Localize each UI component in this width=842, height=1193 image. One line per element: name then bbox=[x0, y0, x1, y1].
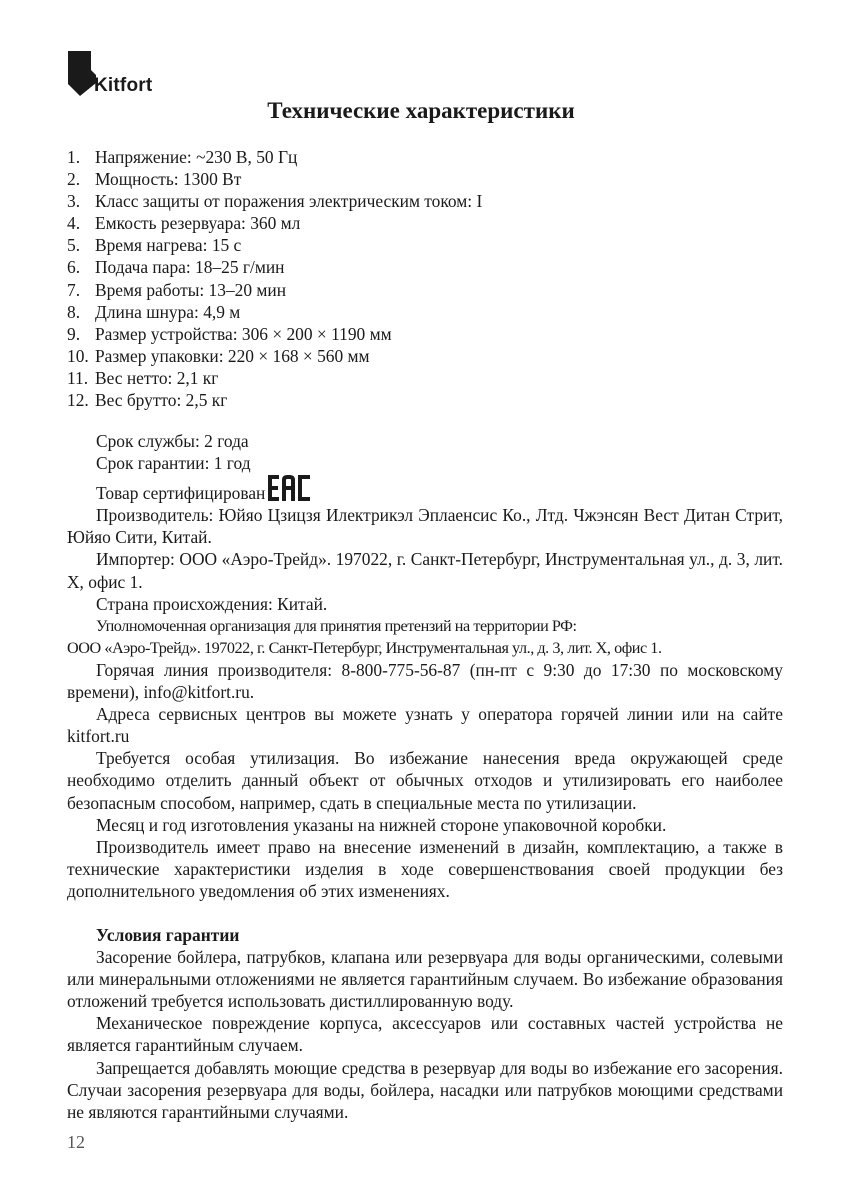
warranty-paragraph: Механическое повреждение корпуса, аксессуаров или составных частей устройства не является гарантийным случаем. bbox=[67, 1013, 783, 1056]
warranty-title: Условия гарантии bbox=[96, 924, 240, 945]
spec-item: 9. Размер устройства: 306 × 200 × 1190 мм bbox=[67, 323, 392, 344]
spacer bbox=[67, 902, 783, 924]
manufacturer: Производитель: Юйяо Цзицзя Илектрикэл Эплаенсис Ко., Лтд. Чжэнсян Вест Дитан Стрит, Юйяо Сити, Китай. bbox=[67, 505, 783, 548]
spec-item: 5. Время нагрева: 15 с bbox=[67, 235, 242, 256]
spec-item: 12. Вес брутто: 2,5 кг bbox=[67, 390, 228, 411]
spec-item: 10. Размер упаковки: 220 × 168 × 560 мм bbox=[67, 345, 370, 366]
hotline: Горячая линия производителя: 8-800-775-56-87 (пн-пт с 9:30 до 17:30 по московскому времени), info@kitfort.ru. bbox=[67, 659, 783, 703]
authorized-org-line2: ООО «Аэро-Трейд». 197022, г. Санкт-Петербург, Инструментальная ул., д. 3, лит. Х, офис 1. bbox=[67, 638, 662, 657]
spec-item: 2. Мощность: 1300 Вт bbox=[67, 169, 242, 190]
page-number: 12 bbox=[67, 1132, 85, 1152]
service-life: Срок службы: 2 года bbox=[96, 431, 249, 451]
warranty-period: Срок гарантии: 1 год bbox=[96, 453, 251, 474]
logo-text: Kitfort bbox=[94, 75, 153, 96]
page-title: Технические характеристики bbox=[267, 98, 575, 123]
kitfort-logo-icon bbox=[67, 50, 97, 98]
warranty-paragraph: Засорение бойлера, патрубков, клапана или резервуара для воды органическими, солевыми или минеральными отложениями не является гарантийным случаем. Во избежание образования отложений требуется использовать дистиллированную воду. bbox=[67, 947, 783, 1012]
spec-item: 4. Емкость резервуара: 360 мл bbox=[67, 213, 301, 234]
spec-item: 6. Подача пара: 18–25 г/мин bbox=[67, 257, 285, 278]
eac-mark-icon bbox=[267, 474, 311, 502]
certified-text: Товар сертифицирован bbox=[96, 483, 266, 504]
warranty-paragraph: Запрещается добавлять моющие средства в резервуар для воды во избежание его засорения. Случаи засорения резервуара для воды, бойлера, насадки или патрубков моющими средствами не являются гарантийными случаями. bbox=[67, 1057, 783, 1122]
info-section bbox=[67, 430, 783, 1123]
country-of-origin: Страна происхождения: Китай. bbox=[96, 593, 328, 614]
spec-item: 1. Напряжение: ~230 В, 50 Гц bbox=[67, 147, 298, 167]
brand-logo bbox=[67, 50, 187, 98]
authorized-org-line1: Уполномоченная организация для принятия претензий на территории РФ: bbox=[96, 616, 577, 635]
spec-item: 3. Класс защиты от поражения электрическим током: I bbox=[67, 191, 483, 212]
spec-list bbox=[67, 146, 482, 411]
spec-item: 11. Вес нетто: 2,1 кг bbox=[67, 367, 219, 388]
changes-notice: Производитель имеет право на внесение изменений в дизайн, комплектацию, а также в технические характеристики изделия в ходе совершенствования своей продукции без дополнительного уведомления об этих изменениях. bbox=[67, 836, 783, 901]
certification-line bbox=[67, 474, 783, 504]
disposal: Требуется особая утилизация. Во избежание нанесения вреда окружающей среде необходимо отделить данный объект от обычных отходов и утилизировать его наиболее безопасным способом, например, сдать в специальные места по утилизации. bbox=[67, 748, 783, 813]
importer: Импортер: ООО «Аэро-Трейд». 197022, г. Санкт-Петербург, Инструментальная ул., д. 3, лит. Х, офис 1. bbox=[67, 549, 783, 592]
manufacture-date: Месяц и год изготовления указаны на нижней стороне упаковочной коробки. bbox=[96, 814, 667, 835]
service-centers: Адреса сервисных центров вы можете узнать у оператора горячей линии или на сайте kitfort.ru bbox=[67, 704, 783, 747]
spec-item: 8. Длина шнура: 4,9 м bbox=[67, 301, 241, 322]
spec-item: 7. Время работы: 13–20 мин bbox=[67, 279, 286, 300]
